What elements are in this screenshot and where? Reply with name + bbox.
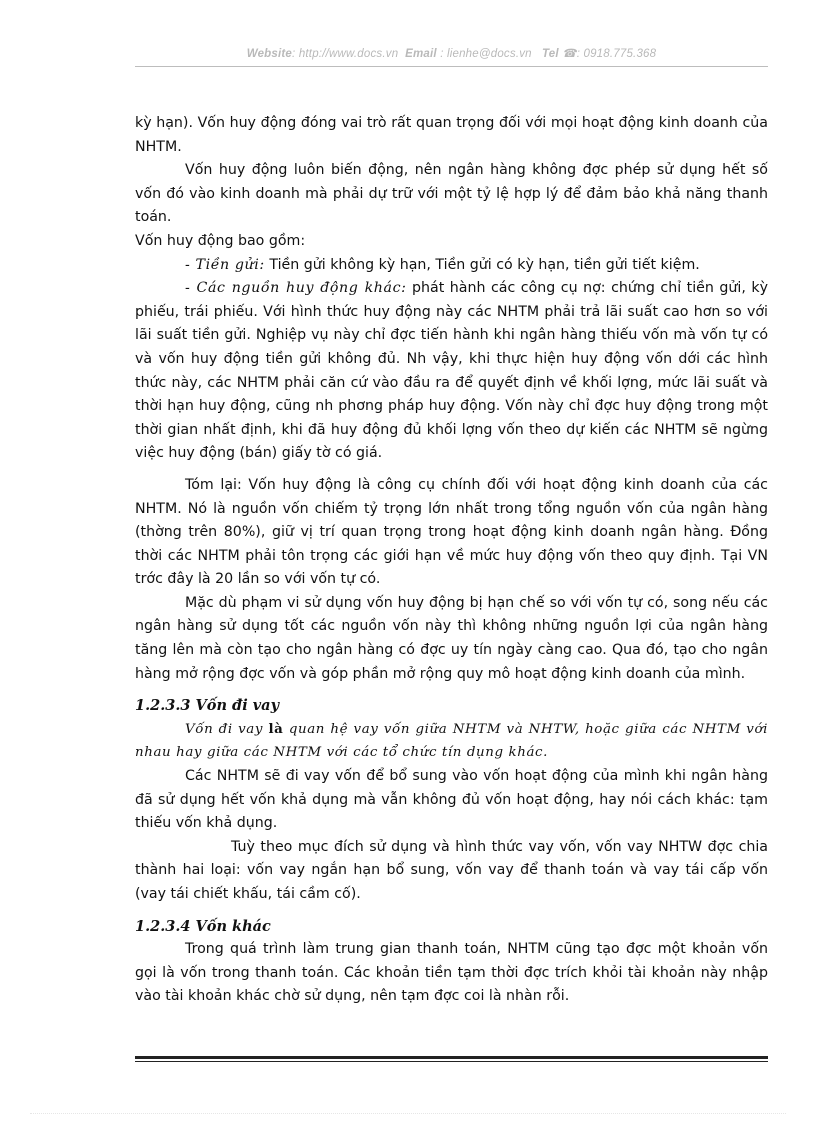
other-sources-text: phát hành các công cụ nợ: chứng chỉ tiền gửi, kỳ phiếu, trái phiếu. Với hình thức huy động này các NHTM phải trả lãi suất cao hơn so với lãi suất tiền gửi. Nghiệp vụ này chỉ đợc tiến hành khi ngân hàng thiếu vốn mà vốn tự có và vốn huy động tiền gửi không đủ. Nh vậy, khi thực hiện huy động vốn dới các hình thức này, các NHTM phải căn cứ vào đầu ra để quyết định về khối lợng, mức lãi suất và thời hạn huy động, cũng nh phơng pháp huy động. Vốn này chỉ đợc huy động trong một thời gian nhất định, khi đã huy động đủ khối lợng vốn theo dự kiến các NHTM sẽ ngừng việc huy động (bán) giấy tờ có giá.	[135, 280, 768, 462]
paragraph-5	[135, 277, 768, 466]
paragraph-6: Tóm lại: Vốn huy động là công cụ chính đối với hoạt động kinh doanh của các NHTM. Nó là nguồn vốn chiếm tỷ trọng lớn nhất trong tổng nguồn vốn của ngân hàng (thờng trên 80%), giữ vị trí quan trọng trong hoạt động kinh doanh ngân hàng. Đồng thời các NHTM phải tôn trọng các giới hạn về mức huy động vốn theo quy định. Tại VN trớc đây là 20 lần so với vốn tự có.	[135, 476, 768, 588]
page-bottom-dotted-line	[30, 1113, 786, 1114]
definition-term: Vốn đi vay	[185, 721, 269, 737]
deposit-label: - Tiền gửi:	[185, 256, 265, 273]
definition-borrowed-capital	[135, 718, 768, 765]
header-divider	[135, 66, 768, 67]
tel-label: Tel	[541, 48, 559, 60]
deposit-text: Tiền gửi không kỳ hạn, Tiền gửi có kỳ hạn, tiền gửi tiết kiệm.	[264, 256, 700, 273]
definition-emphasis: là	[268, 720, 284, 737]
paragraph-4	[135, 254, 768, 278]
email-value: : lienhe@docs.vn	[440, 48, 532, 60]
website-label: Website	[246, 48, 293, 60]
paragraph-3: Vốn huy động bao gồm:	[135, 232, 306, 249]
footer-divider-thick	[135, 1056, 768, 1059]
paragraph-2: Vốn huy động luôn biến động, nên ngân hàng không đợc phép sử dụng hết số vốn đó vào kinh doanh mà phải dự trữ với một tỷ lệ hợp lý để đảm bảo khả năng thanh toán.	[135, 162, 768, 226]
page-header	[135, 46, 768, 60]
paragraph-1: kỳ hạn). Vốn huy động đóng vai trò rất quan trọng đối với mọi hoạt động kinh doanh của NHTM.	[135, 115, 768, 155]
body-text	[135, 112, 768, 1009]
paragraph-8: Các NHTM sẽ đi vay vốn để bổ sung vào vốn hoạt động của mình khi ngân hàng đã sử dụng hết vốn khả dụng mà vẫn không đủ vốn hoạt động, hay nói cách khác: tạm thiếu vốn khả dụng.	[135, 768, 768, 832]
other-sources-label: - Các nguồn huy động khác:	[185, 280, 407, 297]
tel-value: : 0918.775.368	[576, 48, 657, 60]
paragraph-10: Trong quá trình làm trung gian thanh toán, NHTM cũng tạo đợc một khoản vốn gọi là vốn trong thanh toán. Các khoản tiền tạm thời đợc trích khỏi tài khoản này nhập vào tài khoản khác chờ sử dụng, nên tạm đợc coi là nhàn rỗi.	[135, 941, 768, 1005]
email-label: Email	[405, 48, 437, 60]
paragraph-9: Tuỳ theo mục đích sử dụng và hình thức vay vốn, vốn vay NHTW đợc chia thành hai loại: vốn vay ngắn hạn bổ sung, vốn vay để thanh toán và vay tái cấp vốn (vay tái chiết khấu, tái cầm cố).	[135, 838, 768, 902]
section-heading-other-capital: 1.2.3.4 Vốn khác	[135, 917, 271, 935]
definition-rest: quan hệ vay vốn giữa NHTM và NHTW, hoặc giữa các NHTM với nhau hay giữa các NHTM với các tổ chức tín dụng khác.	[135, 721, 769, 761]
paragraph-7: Mặc dù phạm vi sử dụng vốn huy động bị hạn chế so với vốn tự có, song nếu các ngân hàng sử dụng tốt các nguồn vốn này thì không những nguồn lợi của ngân hàng tăng lên mà còn tạo cho ngân hàng có đợc uy tín ngày càng cao. Qua đó, tạo cho ngân hàng mở rộng đợc vốn và góp phần mở rộng quy mô hoạt động kinh doanh của mình.	[135, 594, 768, 682]
website-value: : http://www.docs.vn	[292, 48, 399, 60]
phone-icon: ☎	[562, 48, 577, 60]
footer-divider-thin	[135, 1061, 768, 1062]
section-heading-borrowed-capital: 1.2.3.3 Vốn đi vay	[135, 697, 280, 715]
